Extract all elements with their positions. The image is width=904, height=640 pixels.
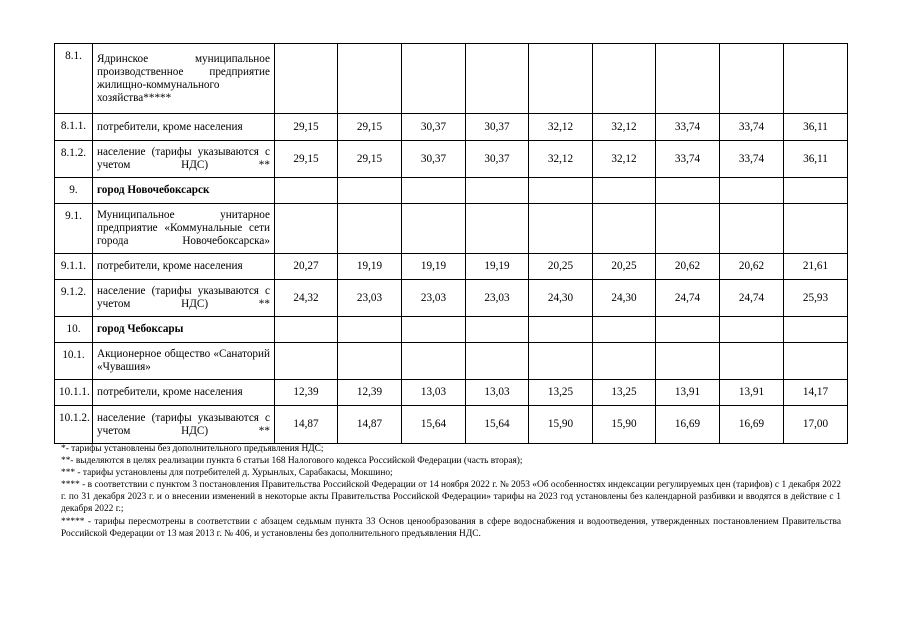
- tariff-value: [275, 317, 338, 343]
- tariff-value: [593, 44, 656, 114]
- tariff-value: 15,90: [529, 406, 593, 444]
- tariff-value: 14,87: [275, 406, 338, 444]
- tariff-value: [593, 204, 656, 254]
- table-row: [55, 141, 848, 178]
- tariff-value: [656, 44, 720, 114]
- tariff-value: 30,37: [466, 141, 529, 178]
- tariff-value: [275, 204, 338, 254]
- row-name: город Новочебоксарск: [93, 178, 275, 204]
- row-number: 8.1.1.: [55, 114, 93, 141]
- tariff-value: 20,62: [656, 254, 720, 280]
- tariff-value: [593, 178, 656, 204]
- tariff-value: 19,19: [338, 254, 402, 280]
- tariff-value: 33,74: [720, 141, 784, 178]
- table-row: [55, 406, 848, 444]
- tariff-value: [466, 204, 529, 254]
- tariff-value: 23,03: [338, 280, 402, 317]
- tariff-value: 30,37: [402, 114, 466, 141]
- tariff-value: [593, 343, 656, 380]
- row-name: население (тарифы указываются с учетом НДС) **: [93, 141, 275, 178]
- tariff-value: [338, 343, 402, 380]
- tariff-value: 25,93: [784, 280, 848, 317]
- table-body: [55, 44, 848, 444]
- tariff-value: 32,12: [529, 141, 593, 178]
- tariff-value: 13,03: [466, 380, 529, 406]
- tariff-value: 33,74: [656, 141, 720, 178]
- footnote-2: **- выделяются в целях реализации пункта 6 статьи 168 Налогового кодекса Российской Федерации (часть вторая);: [61, 456, 523, 467]
- tariff-value: [402, 343, 466, 380]
- tariff-value: [529, 178, 593, 204]
- tariff-value: [402, 44, 466, 114]
- tariff-value: 24,32: [275, 280, 338, 317]
- tariff-value: 13,03: [402, 380, 466, 406]
- tariff-value: 21,61: [784, 254, 848, 280]
- tariff-value: [593, 317, 656, 343]
- row-number: 8.1.: [55, 44, 93, 114]
- tariff-value: 29,15: [338, 141, 402, 178]
- footnote-3: *** - тарифы установлены для потребителей д. Хурынлых, Сарабакасы, Мокшино;: [61, 468, 393, 479]
- tariff-value: [720, 178, 784, 204]
- tariff-value: [656, 178, 720, 204]
- footnote-5: ***** - тарифы пересмотрены в соответствии с абзацем седьмым пункта 33 Основ ценообразования в сфере водоснабжения и водоотведения, утвержденных постановлением Правительства Российской Федерации от 13 мая 2013 г. № 406, и установлены без дополнительного предъявления НДС.: [61, 516, 841, 539]
- tariff-value: 16,69: [720, 406, 784, 444]
- tariff-value: [466, 178, 529, 204]
- tariff-value: [338, 317, 402, 343]
- tariff-value: 30,37: [402, 141, 466, 178]
- tariff-value: 23,03: [402, 280, 466, 317]
- tariff-value: 29,15: [338, 114, 402, 141]
- table-row: [55, 254, 848, 280]
- tariff-value: [784, 343, 848, 380]
- row-name: население (тарифы указываются с учетом НДС) **: [93, 280, 275, 317]
- tariff-value: 32,12: [529, 114, 593, 141]
- tariff-value: 17,00: [784, 406, 848, 444]
- tariff-value: 20,27: [275, 254, 338, 280]
- tariff-value: [656, 317, 720, 343]
- tariff-value: 29,15: [275, 141, 338, 178]
- tariff-value: 15,64: [466, 406, 529, 444]
- tariff-value: [529, 204, 593, 254]
- row-name: город Чебоксары: [93, 317, 275, 343]
- tariff-value: 13,91: [720, 380, 784, 406]
- tariff-value: [338, 204, 402, 254]
- row-number: 10.1.: [55, 343, 93, 380]
- tariff-value: [720, 44, 784, 114]
- footnote-4: **** - в соответствии с пунктом 3 постановления Правительства Российской Федерации от 14 ноября 2022 г. № 2053 «Об особенностях индексации регулируемых цен (тарифов) с 1 декабря 2022 г. по 31 декабря 2023 г. и о внесении изменений в некоторые акты Правительства Российской Федерации» тарифы на 2023 год установлены без календарной разбивки и вводятся в действие с 1 декабря 2022 г.;: [61, 480, 841, 515]
- tariff-value: [275, 343, 338, 380]
- table-row: [55, 343, 848, 380]
- tariff-value: 12,39: [338, 380, 402, 406]
- table-row: [55, 178, 848, 204]
- tariff-value: 15,90: [593, 406, 656, 444]
- tariff-value: 19,19: [402, 254, 466, 280]
- tariff-table: [54, 43, 848, 444]
- tariff-value: 19,19: [466, 254, 529, 280]
- row-name: Муниципальное унитарное предприятие «Коммунальные сети города Новочебоксарска»: [93, 204, 275, 254]
- tariff-value: 13,25: [529, 380, 593, 406]
- tariff-value: 13,91: [656, 380, 720, 406]
- tariff-value: 32,12: [593, 114, 656, 141]
- tariff-value: 30,37: [466, 114, 529, 141]
- row-number: 9.: [55, 178, 93, 204]
- row-name: Акционерное общество «Санаторий «Чувашия»: [93, 343, 275, 380]
- tariff-value: 29,15: [275, 114, 338, 141]
- tariff-value: [402, 204, 466, 254]
- tariff-value: [784, 204, 848, 254]
- row-number: 10.1.1.: [55, 380, 93, 406]
- tariff-value: 12,39: [275, 380, 338, 406]
- tariff-value: [466, 317, 529, 343]
- tariff-value: [338, 44, 402, 114]
- tariff-value: [784, 44, 848, 114]
- tariff-value: [466, 343, 529, 380]
- tariff-value: 33,74: [720, 114, 784, 141]
- table-row: [55, 317, 848, 343]
- tariff-value: [720, 343, 784, 380]
- tariff-value: 15,64: [402, 406, 466, 444]
- footnotes: [61, 443, 841, 540]
- tariff-value: [529, 44, 593, 114]
- tariff-value: 36,11: [784, 141, 848, 178]
- tariff-value: [466, 44, 529, 114]
- row-number: 8.1.2.: [55, 141, 93, 178]
- tariff-value: 32,12: [593, 141, 656, 178]
- tariff-value: [529, 343, 593, 380]
- tariff-value: [402, 178, 466, 204]
- tariff-value: 36,11: [784, 114, 848, 141]
- tariff-value: [275, 44, 338, 114]
- tariff-value: 24,30: [593, 280, 656, 317]
- table-row: [55, 114, 848, 141]
- row-name: Ядринское муниципальное производственное предприятие жилищно-коммунального хозяйства*****: [93, 44, 275, 114]
- tariff-value: [275, 178, 338, 204]
- tariff-value: [529, 317, 593, 343]
- row-number: 10.1.2.: [55, 406, 93, 444]
- row-number: 9.1.1.: [55, 254, 93, 280]
- tariff-value: 14,17: [784, 380, 848, 406]
- row-name: потребители, кроме населения: [93, 380, 275, 406]
- tariff-value: 20,25: [593, 254, 656, 280]
- tariff-value: 24,74: [656, 280, 720, 317]
- tariff-value: 24,30: [529, 280, 593, 317]
- row-number: 9.1.: [55, 204, 93, 254]
- tariff-value: 20,25: [529, 254, 593, 280]
- tariff-value: [720, 204, 784, 254]
- tariff-value: 23,03: [466, 280, 529, 317]
- tariff-value: 33,74: [656, 114, 720, 141]
- tariff-value: [656, 343, 720, 380]
- table-row: [55, 280, 848, 317]
- table-row: [55, 204, 848, 254]
- tariff-value: [402, 317, 466, 343]
- tariff-value: 14,87: [338, 406, 402, 444]
- row-number: 9.1.2.: [55, 280, 93, 317]
- tariff-value: 16,69: [656, 406, 720, 444]
- row-name: население (тарифы указываются с учетом НДС) **: [93, 406, 275, 444]
- tariff-value: 20,62: [720, 254, 784, 280]
- tariff-value: [720, 317, 784, 343]
- tariff-value: [338, 178, 402, 204]
- row-name: потребители, кроме населения: [93, 254, 275, 280]
- tariff-value: 24,74: [720, 280, 784, 317]
- tariff-value: [656, 204, 720, 254]
- tariff-value: 13,25: [593, 380, 656, 406]
- footnote-1: *- тарифы установлены без дополнительного предъявления НДС;: [61, 444, 324, 454]
- row-name: потребители, кроме населения: [93, 114, 275, 141]
- row-number: 10.: [55, 317, 93, 343]
- tariff-value: [784, 317, 848, 343]
- tariff-value: [784, 178, 848, 204]
- table-row: [55, 380, 848, 406]
- table-row: [55, 44, 848, 114]
